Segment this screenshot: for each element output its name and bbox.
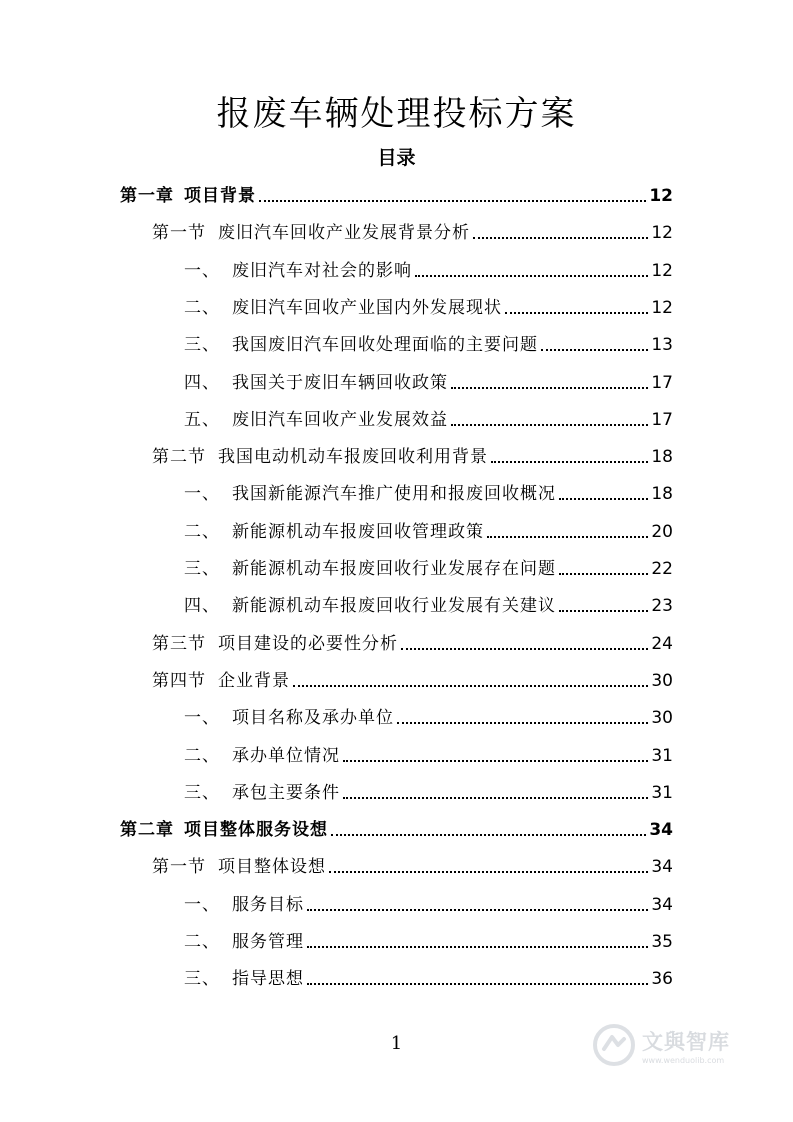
toc-entry-number: 一、 — [184, 708, 220, 729]
toc-leader-dots — [307, 983, 648, 985]
toc-entry-text: 废旧汽车回收产业国内外发展现状 — [232, 297, 502, 318]
toc-entry-label — [152, 222, 470, 244]
toc-entry-page: 18 — [651, 484, 673, 505]
toc-heading: 目录 — [377, 147, 416, 169]
toc-entry-label — [184, 707, 394, 729]
toc-entry[interactable] — [152, 444, 673, 468]
toc-entry-text: 项目整体服务设想 — [184, 820, 328, 841]
toc-leader-dots — [541, 349, 648, 351]
toc-entry-page: 34 — [651, 857, 673, 878]
toc-entry-page: 12 — [651, 297, 673, 318]
toc-entry-label — [184, 782, 340, 804]
toc-entry-number: 第一节 — [152, 857, 206, 878]
toc-entry[interactable] — [184, 780, 673, 804]
toc-leader-dots — [397, 722, 648, 724]
toc-leader-dots — [559, 610, 648, 612]
toc-entry-page: 22 — [651, 559, 673, 579]
toc-entry-page: 17 — [651, 372, 673, 393]
toc-entry-text: 项目背景 — [184, 186, 256, 206]
toc-entry-page: 20 — [651, 521, 673, 542]
toc-leader-dots — [559, 573, 648, 575]
toc-entry[interactable] — [184, 258, 673, 282]
toc-entry-number: 第三节 — [152, 633, 206, 654]
toc-entry-page: 36 — [651, 969, 673, 990]
toc-entry-text: 我国关于废旧车辆回收政策 — [232, 372, 448, 393]
watermark-subtext: www.wenduolib.com — [642, 1055, 725, 1065]
toc-entry-number: 三、 — [184, 335, 220, 356]
toc-entry-page: 18 — [651, 447, 673, 468]
toc-leader-dots — [329, 871, 648, 873]
toc-entry-page: 12 — [651, 260, 673, 281]
toc-entry-number: 二、 — [184, 521, 220, 542]
toc-entry[interactable] — [184, 929, 673, 953]
toc-entry-text: 新能源机动车报废回收行业发展存在问题 — [232, 559, 556, 579]
toc-entry[interactable] — [184, 705, 673, 729]
toc-leader-dots — [293, 685, 648, 687]
toc-entry-page: 12 — [649, 186, 673, 206]
toc-entry-page: 30 — [651, 708, 673, 729]
toc-entry-page: 17 — [651, 409, 673, 430]
toc-entry[interactable] — [152, 854, 673, 878]
toc-entry-number: 第一节 — [152, 223, 206, 244]
toc-entry[interactable] — [184, 593, 673, 617]
toc-leader-dots — [487, 536, 648, 538]
toc-entry-text: 废旧汽车回收产业发展效益 — [232, 409, 448, 430]
toc-entry-page: 31 — [651, 745, 673, 766]
toc-entry-page: 30 — [651, 670, 673, 691]
toc-entry-number: 一、 — [184, 894, 220, 915]
toc-entry-label — [152, 670, 290, 692]
toc-entry-label — [184, 894, 304, 916]
toc-entry-text: 废旧汽车回收产业发展背景分析 — [218, 223, 470, 244]
toc-entry-number: 第二章 — [120, 820, 174, 841]
toc-entry-number: 一、 — [184, 484, 220, 505]
toc-entry[interactable] — [152, 668, 673, 692]
toc-entry-page: 34 — [651, 894, 673, 915]
toc-entry-label — [152, 633, 398, 655]
toc-entry-text: 项目建设的必要性分析 — [218, 633, 398, 654]
toc-entry-page: 34 — [649, 820, 673, 841]
toc-entry[interactable] — [184, 743, 673, 767]
toc-entry-number: 一、 — [184, 260, 220, 281]
toc-leader-dots — [343, 797, 648, 799]
toc-entry[interactable] — [184, 966, 673, 990]
toc-entry-text: 新能源机动车报废回收管理政策 — [232, 521, 484, 542]
toc-entry-number: 二、 — [184, 297, 220, 318]
toc-leader-dots — [505, 312, 648, 314]
toc-entry-label — [184, 334, 538, 356]
toc-entry[interactable] — [152, 220, 673, 244]
toc-entry-label — [120, 185, 256, 207]
toc-entry[interactable] — [120, 183, 673, 207]
toc-leader-dots — [491, 461, 648, 463]
toc-entry-text: 承办单位情况 — [232, 745, 340, 766]
toc-entry-label — [120, 819, 328, 841]
toc-entry-label — [184, 409, 448, 431]
toc-entry-number: 四、 — [184, 372, 220, 393]
toc-entry-label — [184, 931, 304, 953]
toc-entry-text: 指导思想 — [232, 969, 304, 990]
toc-entry-label — [184, 260, 412, 282]
toc-leader-dots — [307, 909, 648, 911]
toc-entry-text: 新能源机动车报废回收行业发展有关建议 — [232, 596, 556, 617]
toc-leader-dots — [343, 760, 648, 762]
toc-entry-page: 23 — [651, 596, 673, 617]
toc-leader-dots — [451, 387, 648, 389]
toc-entry[interactable] — [184, 295, 673, 319]
toc-entry-number: 二、 — [184, 932, 220, 952]
toc-entry[interactable] — [184, 556, 673, 580]
toc-entry[interactable] — [184, 519, 673, 543]
page-number: 1 — [390, 1033, 403, 1054]
toc-entry-text: 废旧汽车对社会的影响 — [232, 260, 412, 281]
toc-entry[interactable] — [184, 892, 673, 916]
toc-entry-label — [184, 372, 448, 394]
toc-entry-text: 我国废旧汽车回收处理面临的主要问题 — [232, 335, 538, 356]
toc-entry-text: 企业背景 — [218, 670, 290, 691]
toc-entry-text: 我国新能源汽车推广使用和报废回收概况 — [232, 484, 556, 505]
toc-leader-dots — [415, 275, 648, 277]
toc-entry[interactable] — [152, 631, 673, 655]
toc-entry-page: 31 — [651, 782, 673, 803]
toc-entry-label — [152, 856, 326, 878]
toc-leader-dots — [401, 648, 648, 650]
toc-entry-number: 第二节 — [152, 447, 206, 468]
toc-entry-text: 服务目标 — [232, 894, 304, 915]
toc-entry[interactable] — [120, 817, 673, 841]
toc-entry-page: 35 — [651, 932, 673, 952]
toc-entry-label — [184, 968, 304, 990]
toc-entry-number: 三、 — [184, 782, 220, 803]
toc-leader-dots — [473, 237, 648, 239]
toc-entry-number: 三、 — [184, 559, 220, 579]
toc-entry[interactable] — [184, 481, 673, 505]
toc-entry-text: 服务管理 — [232, 932, 304, 952]
watermark-text: 文與智库 — [642, 1029, 730, 1054]
toc-entry-label — [184, 558, 556, 580]
toc-entry-number: 第四节 — [152, 670, 206, 691]
toc-entry-page: 12 — [651, 223, 673, 244]
toc-entry-text: 我国电动机动车报废回收利用背景 — [218, 447, 488, 468]
toc-entry-text: 承包主要条件 — [232, 782, 340, 803]
toc-entry[interactable] — [184, 370, 673, 394]
toc-entry-number: 四、 — [184, 596, 220, 617]
toc-entry[interactable] — [184, 332, 673, 356]
toc-entry-text: 项目整体设想 — [218, 857, 326, 878]
toc-leader-dots — [307, 946, 648, 948]
toc-entry-label — [184, 745, 340, 767]
toc-entry-label — [184, 297, 502, 319]
toc-entry-page: 13 — [651, 335, 673, 356]
toc-entry-page: 24 — [651, 633, 673, 654]
wenduo-logo-icon — [592, 1023, 636, 1067]
toc-leader-dots — [451, 424, 648, 426]
toc-leader-dots — [331, 834, 646, 836]
toc-leader-dots — [559, 498, 648, 500]
toc-entry-number: 第一章 — [120, 186, 174, 206]
toc-entry-number: 三、 — [184, 969, 220, 990]
toc-entry-label — [184, 595, 556, 617]
toc-entry-label — [184, 521, 484, 543]
toc-entry-number: 二、 — [184, 745, 220, 766]
document-title: 报废车辆处理投标方案 — [216, 94, 577, 134]
toc-entry-text: 项目名称及承办单位 — [232, 708, 394, 729]
toc-entry-label — [184, 483, 556, 505]
toc-leader-dots — [259, 200, 646, 202]
toc-entry[interactable] — [184, 407, 673, 431]
toc-entry-label — [152, 446, 488, 468]
watermark — [592, 1017, 752, 1073]
toc-entry-number: 五、 — [184, 409, 220, 430]
